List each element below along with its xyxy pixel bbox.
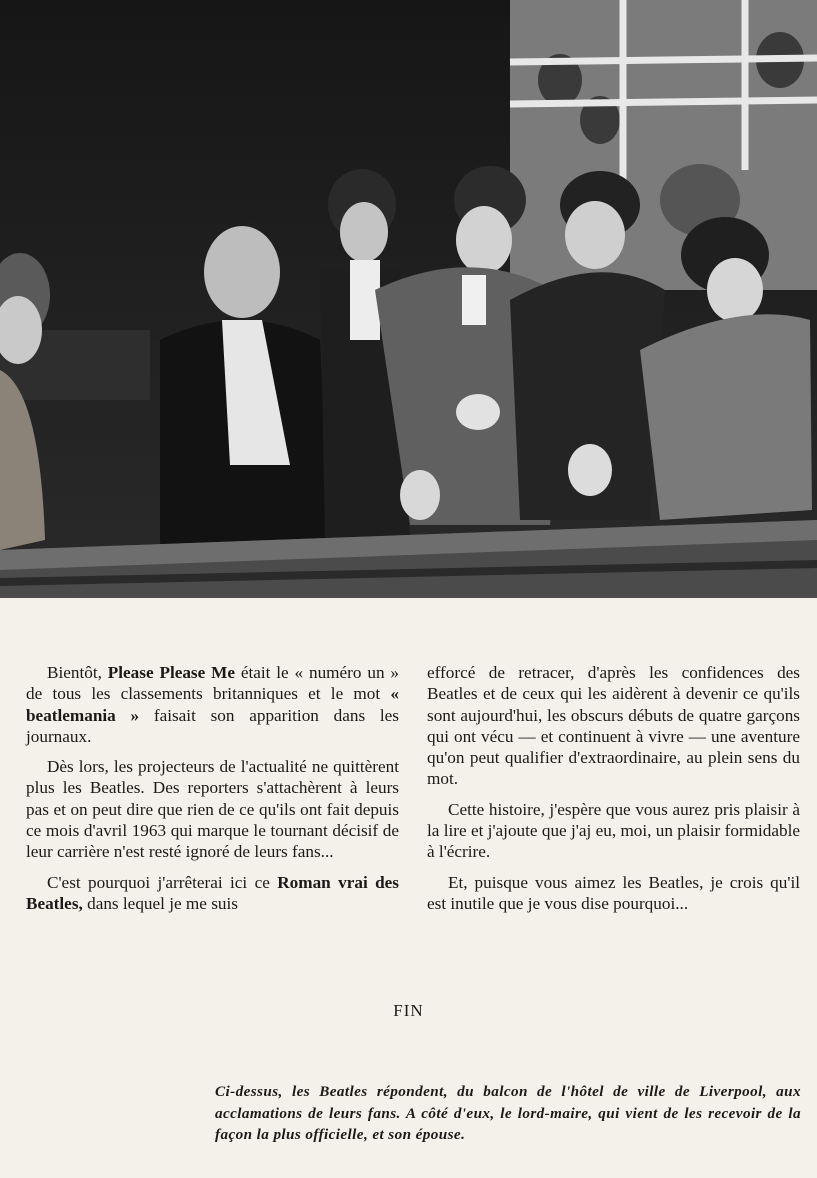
paragraph bbox=[26, 662, 399, 747]
bold-text: Roman vrai des Beatles, bbox=[26, 872, 399, 913]
paragraph bbox=[26, 756, 399, 862]
paragraph bbox=[427, 662, 800, 790]
paragraph bbox=[26, 872, 399, 915]
article-columns bbox=[26, 662, 800, 923]
photo-caption bbox=[215, 1081, 801, 1146]
bold-text: « beatlemania » bbox=[26, 684, 399, 725]
right-column bbox=[427, 662, 800, 923]
text-run: était le « numéro un » de tous les classements britanniques et le mot bbox=[26, 663, 399, 704]
text-run: Dès lors, les projecteurs de l'actualité ne quittèrent plus les Beatles. Des reporters s'attachèrent à leurs pas et on peut dire que rien de ce qu'ils ont fait depuis ce mois d'avril 1963 qui marque le tournant décisif de leur carrière n'est resté ignoré de leurs fans... bbox=[26, 757, 399, 862]
bold-text: Please Please Me bbox=[107, 663, 235, 682]
text-run: Et, puisque vous aimez les Beatles, je crois qu'il est inutile que je vous dise pourquoi... bbox=[427, 872, 800, 913]
text-run: Cette histoire, j'espère que vous aurez pris plaisir à la lire et j'ajoute que j'aj eu, moi, un plaisir formidable à l'écrire. bbox=[427, 799, 800, 862]
text-run: efforcé de retracer, d'après les confidences des Beatles et de ceux qui les aidèrent à devenir ce qu'ils sont aujourd'hui, les obscurs débuts de quatre garçons qui ont vécu — et continuent à vivre — une aventure qu'on peut qualifier d'extraordinaire, au plein sens du mot. bbox=[427, 663, 800, 789]
text-run: faisait son apparition dans les journaux. bbox=[26, 705, 399, 746]
left-column bbox=[26, 662, 399, 923]
text-run: C'est pourquoi j'arrêterai ici ce bbox=[47, 872, 278, 892]
text-run: Bientôt, bbox=[47, 663, 108, 682]
paragraph bbox=[427, 872, 800, 915]
caption-text: Ci-dessus, les Beatles répondent, du balcon de l'hôtel de ville de Liverpool, aux acclamations de leurs fans. A côté d'eux, le lord-maire, qui vient de les recevoir de la façon la plus officielle, et son épouse. bbox=[215, 1083, 801, 1144]
text-run: dans lequel je me suis bbox=[82, 893, 238, 913]
end-marker: FIN bbox=[393, 1001, 424, 1020]
paragraph bbox=[427, 799, 800, 863]
